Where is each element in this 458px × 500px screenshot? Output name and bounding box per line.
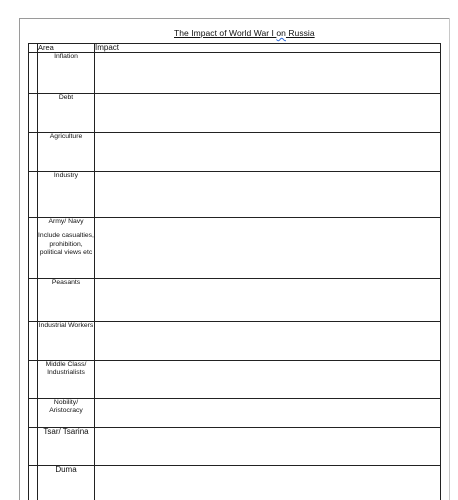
table-row	[29, 361, 441, 399]
area-cell-duma: Duma	[38, 466, 95, 500]
table-row	[29, 218, 441, 279]
impact-cell-peasants[interactable]	[95, 279, 441, 322]
title-text-part1: The Impact of World War I	[174, 28, 277, 38]
area-cell-tsar: Tsar/ Tsarina	[38, 428, 95, 466]
header-area: Area	[38, 44, 95, 53]
table-row	[29, 322, 441, 361]
area-cell-army-navy	[38, 218, 95, 279]
impact-cell-industry[interactable]	[95, 172, 441, 218]
margin-cell	[29, 44, 38, 53]
area-cell-peasants: Peasants	[38, 279, 95, 322]
area-cell-industrial-workers: Industrial Workers	[38, 322, 95, 361]
margin-cell	[29, 361, 38, 399]
document-title	[174, 28, 315, 38]
impact-cell-duma[interactable]	[95, 466, 441, 500]
margin-cell	[29, 133, 38, 172]
area-note-army-navy: Include casualties, prohibition, political views etc	[38, 232, 94, 257]
margin-cell	[29, 466, 38, 500]
margin-cell	[29, 322, 38, 361]
margin-cell	[29, 172, 38, 218]
area-cell-middle-class: Middle Class/ Industrialists	[38, 361, 95, 399]
table-header-row	[29, 44, 441, 53]
area-cell-inflation: Inflation	[38, 53, 95, 94]
margin-cell	[29, 218, 38, 279]
impact-cell-army-navy[interactable]	[95, 218, 441, 279]
impact-cell-debt[interactable]	[95, 94, 441, 133]
table-row	[29, 172, 441, 218]
impact-cell-agriculture[interactable]	[95, 133, 441, 172]
title-text-part3: Russia	[285, 28, 315, 38]
header-impact: Impact	[95, 44, 441, 53]
impact-cell-nobility[interactable]	[95, 399, 441, 428]
area-cell-nobility: Nobility/ Aristocracy	[38, 399, 95, 428]
impact-cell-middle-class[interactable]	[95, 361, 441, 399]
area-cell-industry: Industry	[38, 172, 95, 218]
impact-cell-inflation[interactable]	[95, 53, 441, 94]
margin-cell	[29, 279, 38, 322]
area-cell-agriculture: Agriculture	[38, 133, 95, 172]
title-text-part2: on	[276, 28, 286, 38]
impact-cell-tsar[interactable]	[95, 428, 441, 466]
page-edge-left	[19, 18, 20, 500]
table-row	[29, 279, 441, 322]
margin-cell	[29, 94, 38, 133]
margin-cell	[29, 53, 38, 94]
margin-cell	[29, 399, 38, 428]
table-row	[29, 53, 441, 94]
impact-cell-industrial-workers[interactable]	[95, 322, 441, 361]
table-row	[29, 466, 441, 500]
area-cell-debt: Debt	[38, 94, 95, 133]
table-row	[29, 428, 441, 466]
table-row	[29, 399, 441, 428]
impact-table	[28, 43, 441, 500]
table-row	[29, 94, 441, 133]
page-edge-right	[449, 18, 450, 500]
page-edge-top	[19, 18, 449, 19]
area-label-army-navy: Army/ Navy	[48, 218, 84, 225]
table-row	[29, 133, 441, 172]
margin-cell	[29, 428, 38, 466]
